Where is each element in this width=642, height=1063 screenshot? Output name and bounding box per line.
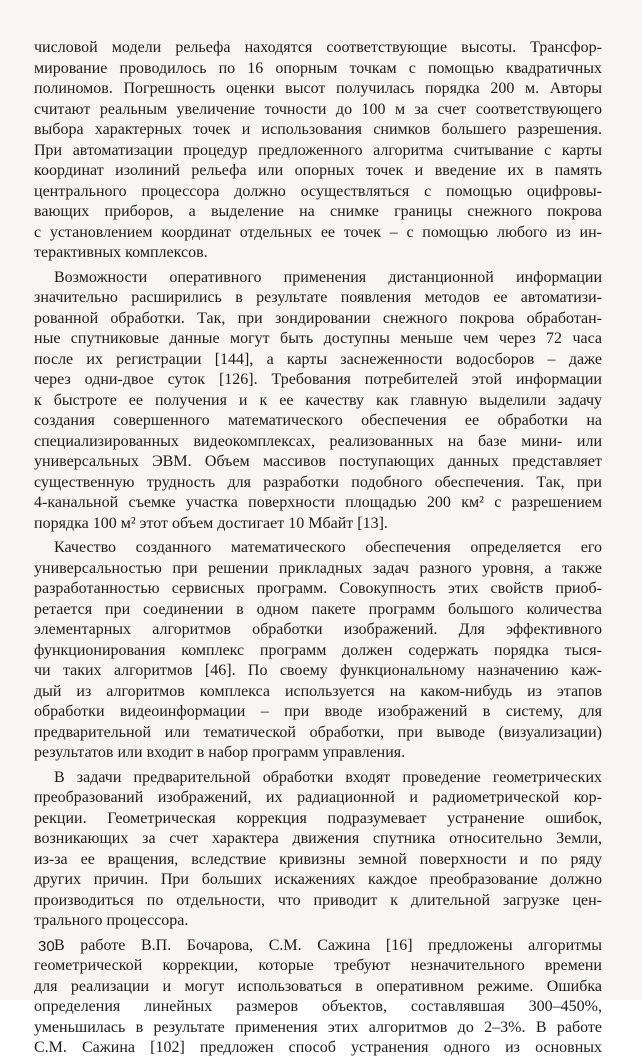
text-line: универсальных ЭВМ. Объем массивов поступающих данных представляет <box>34 453 602 470</box>
text-line: трального процессора. <box>34 912 189 929</box>
text-line: числовой модели рельефа находятся соответствующие высоты. Трансфор- <box>34 39 602 56</box>
text-line: после их регистрации [144], а карты заснеженности водосборов – даже <box>34 350 602 368</box>
text-line: разработанностью сервисных программ. Совокупность этих свойств приоб- <box>34 580 602 597</box>
text-line: координат изолиний рельефа или опорных точек и введение их в память <box>34 162 602 179</box>
paragraph-1 <box>34 38 602 264</box>
text-line: рекции. Геометрическая коррекция подразумевает устранение ошибок, <box>34 809 602 827</box>
paragraph-3 <box>34 538 602 764</box>
text-line: из-за ее вращения, вследствие кривизны земной поверхности и по ряду <box>34 850 602 868</box>
text-line: специализированных видеокомплексах, реализованных на базе мини- или <box>34 432 602 450</box>
text-line: вающих приборов, а выделение на снимке границы снежного покрова <box>34 203 602 220</box>
text-line: выбора характерных точек и использования снимков большего разрешения. <box>34 121 602 138</box>
text-line: порядка 100 м² этот объем достигает 10 Мбайт [13]. <box>34 514 388 532</box>
text-line: возникающих за счет характера движения спутника относительно Земли, <box>34 830 602 847</box>
text-line: В задачи предварительной обработки входят проведение геометрических <box>54 768 602 786</box>
text-line: 4-канальной съемке участка поверхности площадью 200 км² с разрешением <box>34 494 602 511</box>
text-line: полиномов. Погрешность оценки высот получилась порядка 200 м. Авторы <box>34 80 602 97</box>
text-line: считают реальным увеличение точности до 100 м за счет соответствующего <box>34 100 602 118</box>
text-line: центрального процессора должно осуществляться с помощью оцифровы- <box>34 182 602 200</box>
text-line: значительно расширились в результате появления методов ее автоматизи- <box>34 289 602 306</box>
paragraph-4 <box>34 768 602 932</box>
text-line: определения линейных размеров объектов, составлявшая 300–450%, <box>34 998 602 1015</box>
text-line: создания совершенного математического обеспечения ее обработки на <box>34 412 602 429</box>
text-line: С.М. Сажина [102] предложен способ устранения одного из основных <box>34 1039 602 1056</box>
text-line: для реализации и могут использоваться в оперативном режиме. Ошибка <box>34 977 602 995</box>
text-line: результатов или входит в набор программ управления. <box>34 744 406 761</box>
body-text <box>34 38 602 1063</box>
text-line: универсальностью при решении прикладных задач разного уровня, а также <box>34 559 602 577</box>
text-line: производиться по отдельности, что приводит к длительной загрузке цен- <box>34 891 602 909</box>
paragraph-5 <box>34 936 602 1059</box>
text-line: функционирования комплекс программ должен содержать порядка тыся- <box>34 641 602 659</box>
paragraph-2 <box>34 268 602 535</box>
text-line: обработки видеоинформации – при вводе изображений в систему, для <box>34 703 602 720</box>
text-line: мирование проводилось по 16 опорным точкам с помощью квадратичных <box>34 59 602 77</box>
text-line: дый из алгоритмов комплекса используется на каком-нибудь из этапов <box>34 682 602 700</box>
text-line: уменьшилась в результате применения этих алгоритмов до 2–3%. В работе <box>34 1018 602 1036</box>
text-line: предварительной или тематической обработки, при выводе (визуализации) <box>34 723 602 741</box>
text-line: терактивных комплексов. <box>34 244 208 261</box>
text-line: ретается при соединении в одном пакете программ большого количества <box>34 600 602 618</box>
text-line: преобразований изображений, их радиационной и радиометрической кор- <box>34 789 602 806</box>
text-line: В работе В.П. Бочарова, С.М. Сажина [16] предложены алгоритмы <box>54 936 602 954</box>
text-line: Качество созданного математического обеспечения определяется его <box>54 539 602 556</box>
text-line: рованной обработки. Так, при зондировании снежного покрова обработан- <box>34 309 602 327</box>
text-line: При автоматизации процедур предложенного алгоритма считывание с карты <box>34 141 602 159</box>
text-line: ные спутниковые данные могут быть доступны меньше чем через 72 часа <box>34 330 602 347</box>
text-line: Возможности оперативного применения дистанционной информации <box>54 268 602 286</box>
text-line: через одни-двое суток [126]. Требования потребителей этой информации <box>34 371 602 388</box>
text-line: чи таких алгоритмов [46]. По своему функциональному назначению каж- <box>34 662 602 679</box>
text-line: геометрической коррекции, которые требуют незначительного времени <box>34 957 602 974</box>
text-line: к быстроте ее получения и к ее качеству как главную выделили задачу <box>34 391 602 409</box>
text-line: существенную трудность для разработки подобного обеспечения. Так, при <box>34 473 602 491</box>
text-line: элементарных алгоритмов обработки изображений. Для эффективного <box>34 621 602 638</box>
page-number: 30 <box>38 938 55 955</box>
text-line: других причин. При больших искажениях каждое преобразование должно <box>34 871 602 888</box>
text-line: с установлением координат отдельных ее точек – с помощью любого из ин- <box>34 223 602 241</box>
